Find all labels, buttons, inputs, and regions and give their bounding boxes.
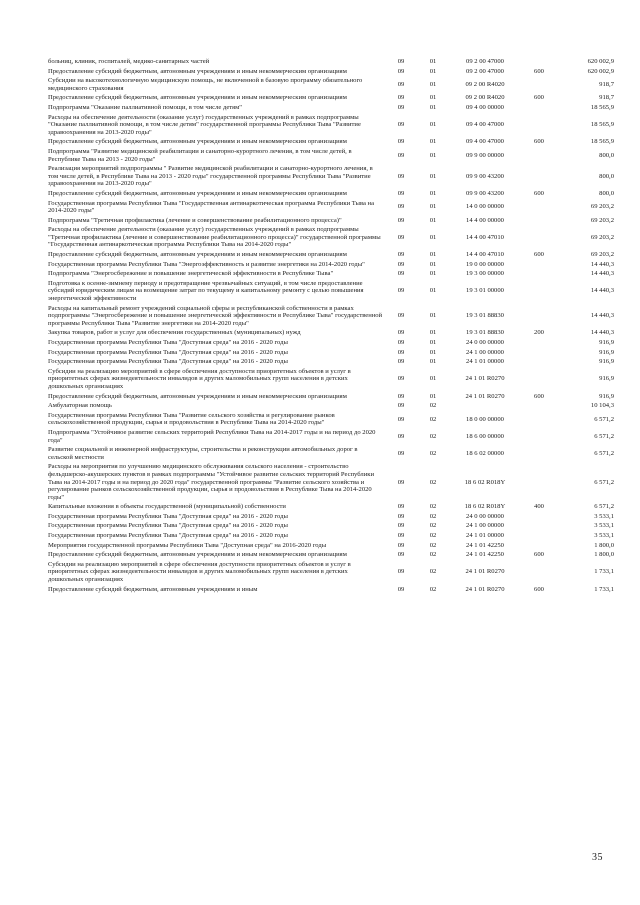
row-target-code: 09 9 00 43200 [466, 172, 504, 180]
row-target-code: 09 2 00 47000 [466, 67, 504, 75]
row-name: Подпрограмма "Устойчивое развитие сельских территорий Республики Тыва на 2014-2017 годы и на период до 2020 года" [48, 428, 376, 444]
row-expense-type: 600 [534, 67, 544, 75]
row-name: Предоставление субсидий бюджетным, автономным учреждениям и иным некоммерческим организациям [48, 392, 347, 400]
row-name: Подпрограмма "Энергосбережение и повышение энергетической эффективности в Республике Тыва" [48, 270, 334, 278]
row-amount: 18 565,9 [590, 121, 614, 129]
row-target-code: 18 6 02 R018Y [464, 503, 506, 511]
row-expense-type [522, 305, 556, 330]
row-subsection: 01 [429, 358, 437, 366]
row-target-code: 14 4 00 00000 [466, 216, 504, 224]
row-name: Государственная программа Республики Тыва "Развитие сельского хозяйства и регулирование рынков сельскохозяйственной продукции, сырья и продовольствия в Республике Тыва на 2014-2020 годы" [48, 411, 335, 427]
row-section: 09 [397, 503, 405, 511]
row-name: Реализация мероприятий подпрограммы " Развитие медицинской реабилитации и санаторно-курортного лечения, в том числе детей, в Республике Тыва на 2013 - 2020 годы" государственной программы Республики Тыва "Развитие здравоохранения на 2013-2020 годы" [48, 165, 373, 188]
row-target-code: 18 6 02 R018Y [464, 478, 506, 486]
table-row [48, 368, 614, 393]
row-expense-type: 600 [534, 251, 544, 259]
row-section: 09 [397, 251, 405, 259]
row-subsection: 01 [429, 138, 437, 146]
row-amount: 1 800,0 [594, 541, 614, 549]
row-subsection: 01 [429, 172, 437, 180]
row-subsection: 01 [429, 203, 437, 211]
row-expense-type: 600 [534, 189, 544, 197]
table-row [48, 261, 614, 271]
row-amount: 620 002,9 [587, 67, 614, 75]
row-section: 09 [397, 216, 405, 224]
row-subsection: 01 [429, 392, 437, 400]
row-name: больниц, клиник, госпиталей, медико-санитарных частей [48, 58, 210, 65]
row-section: 09 [397, 348, 405, 356]
row-section: 09 [397, 339, 405, 346]
table-row [48, 446, 614, 463]
row-subsection: 01 [429, 287, 437, 295]
row-amount: 6 571,2 [594, 449, 614, 457]
row-amount: 69 203,2 [590, 251, 614, 259]
row-name: Предоставление субсидий бюджетным, автономным учреждениям и иным [48, 585, 258, 593]
row-target-code: 18 6 00 00000 [466, 432, 504, 440]
table-row [48, 280, 614, 305]
row-target-code: 09 2 00 R4020 [465, 94, 505, 102]
row-name: Государственная программа Республики Тыва "Доступная среда" на 2016 - 2020 годы [48, 358, 288, 366]
table-row [48, 94, 614, 104]
table-row [48, 412, 614, 429]
row-amount: 6 571,2 [594, 415, 614, 423]
row-target-code: 09 4 00 47000 [466, 138, 504, 146]
row-target-code: 09 2 00 47000 [466, 58, 504, 65]
row-expense-type [522, 429, 556, 446]
row-subsection: 02 [429, 585, 437, 593]
row-target-code: 14 4 00 47010 [466, 233, 504, 241]
row-target-code: 24 1 01 R0270 [465, 568, 505, 576]
row-expense-type [522, 148, 556, 165]
row-target-code: 24 1 01 00000 [466, 532, 504, 540]
table-row [48, 463, 614, 503]
row-expense-type [522, 104, 556, 114]
row-target-code: 24 1 01 00000 [466, 358, 504, 366]
row-section: 09 [397, 203, 405, 211]
row-target-code: 24 0 00 00000 [466, 339, 504, 346]
table-row [48, 532, 614, 542]
row-section: 09 [397, 233, 405, 241]
row-section: 09 [397, 551, 405, 559]
row-amount: 918,7 [599, 80, 614, 88]
row-subsection: 01 [429, 189, 437, 197]
row-name: Государственная программа Республики Тыва "Доступная среда" на 2016 - 2020 годы [48, 532, 288, 540]
row-name: Подпрограмма "Оказание паллиативной помощи, в том числе детям" [48, 103, 242, 111]
row-target-code: 18 0 00 00000 [466, 415, 504, 423]
table-row [48, 58, 614, 68]
row-expense-type [522, 114, 556, 139]
row-amount: 10 104,3 [590, 402, 614, 410]
row-expense-type [522, 217, 556, 227]
row-subsection: 02 [429, 512, 437, 520]
table-row [48, 138, 614, 148]
row-target-code: 19 3 01 88830 [466, 329, 504, 337]
row-amount: 3 533,1 [594, 532, 614, 540]
row-amount: 1 800,0 [594, 551, 614, 559]
table-row [48, 104, 614, 114]
row-name: Амбулаторная помощь [48, 402, 112, 410]
row-section: 09 [397, 415, 405, 423]
row-subsection: 01 [429, 151, 437, 159]
row-name: Предоставление субсидий бюджетным, автономным учреждениям и иным некоммерческим организациям [48, 189, 347, 197]
row-name: Развитие социальной и инженерной инфраструктуры, строительства и реконструкции автомобильных дорог в сельской местности [48, 446, 358, 461]
row-subsection: 01 [429, 312, 437, 320]
row-amount: 18 565,9 [590, 138, 614, 146]
row-section: 09 [397, 260, 405, 268]
row-expense-type [522, 349, 556, 359]
row-amount: 69 203,2 [590, 216, 614, 224]
row-subsection: 01 [429, 233, 437, 241]
row-target-code: 09 9 00 43200 [466, 189, 504, 197]
row-section: 09 [397, 568, 405, 576]
row-amount: 6 571,2 [594, 432, 614, 440]
row-target-code: 19 0 00 00000 [466, 260, 504, 268]
row-expense-type [522, 513, 556, 523]
row-section: 09 [397, 375, 405, 383]
row-amount: 916,9 [599, 339, 614, 346]
table-row [48, 586, 614, 596]
row-amount: 14 440,3 [590, 312, 614, 320]
table-row [48, 402, 614, 412]
row-section: 09 [397, 189, 405, 197]
table-row [48, 305, 614, 330]
row-name: Субсидии на высокотехнологичную медицинскую помощь, не включенной в базовую программу обязательного медицинского страхования [48, 77, 363, 92]
row-subsection: 01 [429, 58, 437, 65]
row-section: 09 [397, 80, 405, 88]
row-name: Субсидии на реализацию мероприятий в сфере обеспечения доступности приоритетных объектов и услуг в приоритетных сферах жизнедеятельности инвалидов и других маломобильных групп населения в детских дошкольных организациях [48, 560, 351, 584]
row-name: Предоставление субсидий бюджетным, автономным учреждениям и иным некоммерческим организациям [48, 138, 347, 146]
table-row [48, 251, 614, 261]
row-expense-type [522, 270, 556, 280]
row-name: Государственная программа Республики Тыва "Энергоэффективность и развитие энергетики на 2014-2020 годы" [48, 260, 365, 268]
row-subsection: 01 [429, 80, 437, 88]
row-expense-type [522, 522, 556, 532]
row-name: Расходы на мероприятия по улучшению медицинского обслуживания сельского населения - строительство фельдшерско-акушерских пунктов в рамках подпрограммы "Устойчивое развитие сельских территорий Республики Тыва на 2014-2017 годы и на период до 2020 года" государственной программы "Развитие сельского хозяйства и регулирование рынков сельскохозяйственной продукции, сырья и продовольствия в Республике Тыва на 2014-2020 годы" [48, 463, 374, 501]
row-expense-type [522, 532, 556, 542]
row-target-code: 24 1 01 R0270 [465, 375, 505, 383]
row-target-code: 09 4 00 00000 [466, 103, 504, 111]
row-target-code: 19 3 01 88830 [466, 312, 504, 320]
table-row [48, 358, 614, 368]
row-expense-type [522, 412, 556, 429]
row-name: Капитальные вложения в объекты государственной (муниципальной) собственности [48, 503, 286, 511]
row-target-code [448, 402, 522, 412]
table-row [48, 561, 614, 586]
row-section: 09 [397, 103, 405, 111]
row-target-code: 14 4 00 47010 [466, 251, 504, 259]
row-section: 09 [397, 270, 405, 278]
row-subsection: 01 [429, 103, 437, 111]
row-name: Мероприятия государственной программы Республики Тыва "Доступная среда" на 2016-2020 годы [48, 541, 327, 549]
row-subsection: 01 [429, 94, 437, 102]
row-subsection: 01 [429, 348, 437, 356]
row-name: Государственная программа Республики Тыва "Доступная среда" на 2016 - 2020 годы [48, 512, 288, 520]
row-amount: 916,9 [599, 348, 614, 356]
row-expense-type [522, 280, 556, 305]
row-expense-type [522, 561, 556, 586]
row-expense-type [522, 368, 556, 393]
row-amount: 3 533,1 [594, 512, 614, 520]
row-section: 09 [397, 358, 405, 366]
row-subsection: 01 [429, 121, 437, 129]
row-amount: 14 440,3 [590, 287, 614, 295]
row-expense-type [522, 226, 556, 251]
row-name: Подпрограмма "Развитие медицинской реабилитации и санаторно-курортного лечения, в том числе детей, в Республике Тыва на 2013 - 2020 годы" [48, 147, 352, 163]
row-expense-type: 400 [534, 503, 544, 511]
row-subsection: 01 [429, 260, 437, 268]
row-name: Субсидии на реализацию мероприятий в сфере обеспечения доступности приоритетных объектов и услуг в приоритетных сферах жизнедеятельности инвалидов и других маломобильных групп населения в детских дошкольных организациях [48, 367, 351, 390]
row-section: 09 [397, 151, 405, 159]
row-section: 09 [397, 121, 405, 129]
row-target-code: 24 1 01 42250 [466, 551, 504, 559]
table-row [48, 551, 614, 561]
row-section: 09 [397, 94, 405, 102]
row-subsection: 02 [429, 449, 437, 457]
row-subsection: 02 [429, 478, 437, 486]
table-row [48, 190, 614, 200]
table-row [48, 393, 614, 403]
table-row [48, 226, 614, 251]
row-section: 09 [397, 532, 405, 540]
row-expense-type: 600 [534, 392, 544, 400]
table-row [48, 429, 614, 446]
row-target-code: 24 1 01 42250 [466, 541, 504, 549]
row-name: Подготовка к осенне-зимнему периоду и предотвращение чрезвычайных ситуаций, в том числе предоставление субсидий юридическим лицам на возмещение затрат по текущему и капитальному ремонту с целью повышения энергетической эффективности [48, 279, 364, 303]
table-row [48, 542, 614, 552]
row-section: 09 [397, 287, 405, 295]
row-expense-type [522, 77, 556, 94]
row-name: Предоставление субсидий бюджетным, автономным учреждениям и иным некоммерческим организациям [48, 251, 347, 259]
row-name: Предоставление субсидий бюджетным, автономным учреждениям и иным некоммерческим организациям [48, 94, 347, 102]
row-name: Расходы на капитальный ремонт учреждений социальной сферы и республиканской собственности в рамках подпрограммы "Энергосбережение и повышение энергетической эффективности в Республике Тыва" государственной программы Республики Тыва "Развитие энергетики на 2014-2020 годы" [48, 304, 383, 327]
page-number: 35 [592, 852, 603, 863]
row-expense-type [522, 446, 556, 463]
table-row [48, 349, 614, 359]
row-subsection: 02 [429, 432, 437, 440]
row-section: 09 [397, 541, 405, 549]
row-subsection: 02 [429, 568, 437, 576]
row-subsection: 01 [429, 270, 437, 278]
row-target-code: 09 2 00 R4020 [465, 80, 505, 88]
row-expense-type [522, 200, 556, 217]
row-name: Расходы на обеспечение деятельности (оказание услуг) государственных учреждений в рамках подпрограммы "Оказание паллиативной помощи, в том числе детям" государственной программы Республики Тыва "Развитие здравоохранения на 2013-2020 годы" [48, 113, 361, 136]
row-target-code: 19 3 01 00000 [466, 287, 504, 295]
row-amount: 6 571,2 [594, 478, 614, 486]
row-amount: 14 440,3 [590, 260, 614, 268]
row-name: Предоставление субсидий бюджетным, автономным учреждениям и иным некоммерческим организациям [48, 551, 347, 559]
row-expense-type [522, 339, 556, 349]
row-amount: 800,0 [599, 172, 614, 180]
row-target-code: 14 0 00 00000 [466, 203, 504, 211]
row-subsection: 02 [429, 532, 437, 540]
row-target-code: 19 3 00 00000 [466, 270, 504, 278]
row-expense-type: 600 [534, 551, 544, 559]
row-section: 09 [397, 432, 405, 440]
row-amount: 800,0 [599, 151, 614, 159]
row-subsection: 02 [429, 402, 437, 410]
table-row [48, 513, 614, 523]
row-amount: 6 571,2 [594, 503, 614, 511]
row-amount: 916,9 [599, 375, 614, 383]
row-section: 09 [397, 449, 405, 457]
row-subsection: 02 [429, 522, 437, 530]
row-expense-type [522, 402, 556, 412]
row-target-code: 09 9 00 00000 [466, 151, 504, 159]
row-section: 09 [397, 402, 405, 410]
row-expense-type [522, 165, 556, 190]
row-expense-type: 200 [534, 329, 544, 337]
row-amount: 1 733,1 [594, 568, 614, 576]
row-target-code: 09 4 00 47000 [466, 121, 504, 129]
row-amount: 800,0 [599, 189, 614, 197]
table-row [48, 217, 614, 227]
row-amount: 14 440,3 [590, 329, 614, 337]
row-expense-type [522, 542, 556, 552]
table-row [48, 503, 614, 513]
row-subsection: 01 [429, 251, 437, 259]
row-section: 09 [397, 512, 405, 520]
row-expense-type [522, 463, 556, 503]
row-target-code: 24 1 01 R0270 [465, 585, 505, 593]
row-section: 09 [397, 329, 405, 337]
table-row [48, 329, 614, 339]
table-row [48, 77, 614, 94]
budget-table-body [48, 58, 614, 595]
row-name: Государственная программа Республики Тыва "Доступная среда" на 2016 - 2020 годы [48, 522, 288, 530]
row-expense-type: 600 [534, 138, 544, 146]
row-section: 09 [397, 585, 405, 593]
row-expense-type [522, 58, 556, 68]
row-target-code: 18 6 02 00000 [466, 449, 504, 457]
row-subsection: 01 [429, 339, 437, 346]
row-section: 09 [397, 478, 405, 486]
row-section: 09 [397, 67, 405, 75]
row-name: Подпрограмма "Третичная профилактика (лечение и совершенствование реабилитационного процесса)" [48, 216, 342, 224]
table-row [48, 270, 614, 280]
row-section: 09 [397, 392, 405, 400]
row-subsection: 01 [429, 67, 437, 75]
row-expense-type: 600 [534, 585, 544, 593]
row-subsection: 01 [429, 329, 437, 337]
row-target-code: 24 1 00 00000 [466, 522, 504, 530]
row-target-code: 24 0 00 00000 [466, 512, 504, 520]
row-amount: 3 533,1 [594, 522, 614, 530]
table-row [48, 339, 614, 349]
row-name: Государственная программа Республики Тыва "Доступная среда" на 2016 - 2020 годы [48, 348, 288, 356]
row-subsection: 02 [429, 503, 437, 511]
budget-table [48, 58, 614, 595]
row-target-code: 24 1 01 R0270 [465, 392, 505, 400]
row-amount: 18 565,9 [590, 103, 614, 111]
row-name: Государственная программа Республики Тыва "Доступная среда" на 2016 - 2020 годы [48, 339, 288, 346]
row-amount: 918,7 [599, 94, 614, 102]
row-amount: 916,9 [599, 358, 614, 366]
row-name: Государственная программа Республики Тыва "Государственная антинаркотическая программа Республики Тыва на 2014-2020 годы" [48, 199, 374, 215]
table-row [48, 165, 614, 190]
table-row [48, 68, 614, 78]
row-section: 09 [397, 172, 405, 180]
table-row [48, 114, 614, 139]
row-name: Закупка товаров, работ и услуг для обеспечения государственных (муниципальных) нужд [48, 329, 301, 337]
row-subsection: 02 [429, 415, 437, 423]
row-expense-type [522, 261, 556, 271]
row-section: 09 [397, 522, 405, 530]
row-amount: 69 203,2 [590, 203, 614, 211]
row-name: Расходы на обеспечение деятельности (оказание услуг) государственных учреждений в рамках подпрограммы "Третичная профилактика (лечение и совершенствование реабилитационного процесса)" государственной программы "Государственная антинаркотическая программа Республики Тыва на 2014-2020 годы" [48, 226, 381, 249]
row-subsection: 02 [429, 541, 437, 549]
row-name: Предоставление субсидий бюджетным, автономным учреждениям и иным некоммерческим организациям [48, 67, 347, 75]
row-section: 09 [397, 58, 405, 65]
row-amount: 14 440,3 [590, 270, 614, 278]
row-amount: 916,9 [599, 392, 614, 400]
row-target-code: 24 1 00 00000 [466, 348, 504, 356]
row-amount: 69 203,2 [590, 233, 614, 241]
row-subsection: 02 [429, 551, 437, 559]
row-section: 09 [397, 312, 405, 320]
row-section: 09 [397, 138, 405, 146]
row-expense-type [522, 358, 556, 368]
row-subsection: 01 [429, 375, 437, 383]
table-row [48, 522, 614, 532]
row-subsection: 01 [429, 216, 437, 224]
row-amount: 620 002,9 [587, 58, 614, 65]
row-expense-type: 600 [534, 94, 544, 102]
row-amount: 1 733,1 [594, 585, 614, 593]
table-row [48, 200, 614, 217]
table-row [48, 148, 614, 165]
